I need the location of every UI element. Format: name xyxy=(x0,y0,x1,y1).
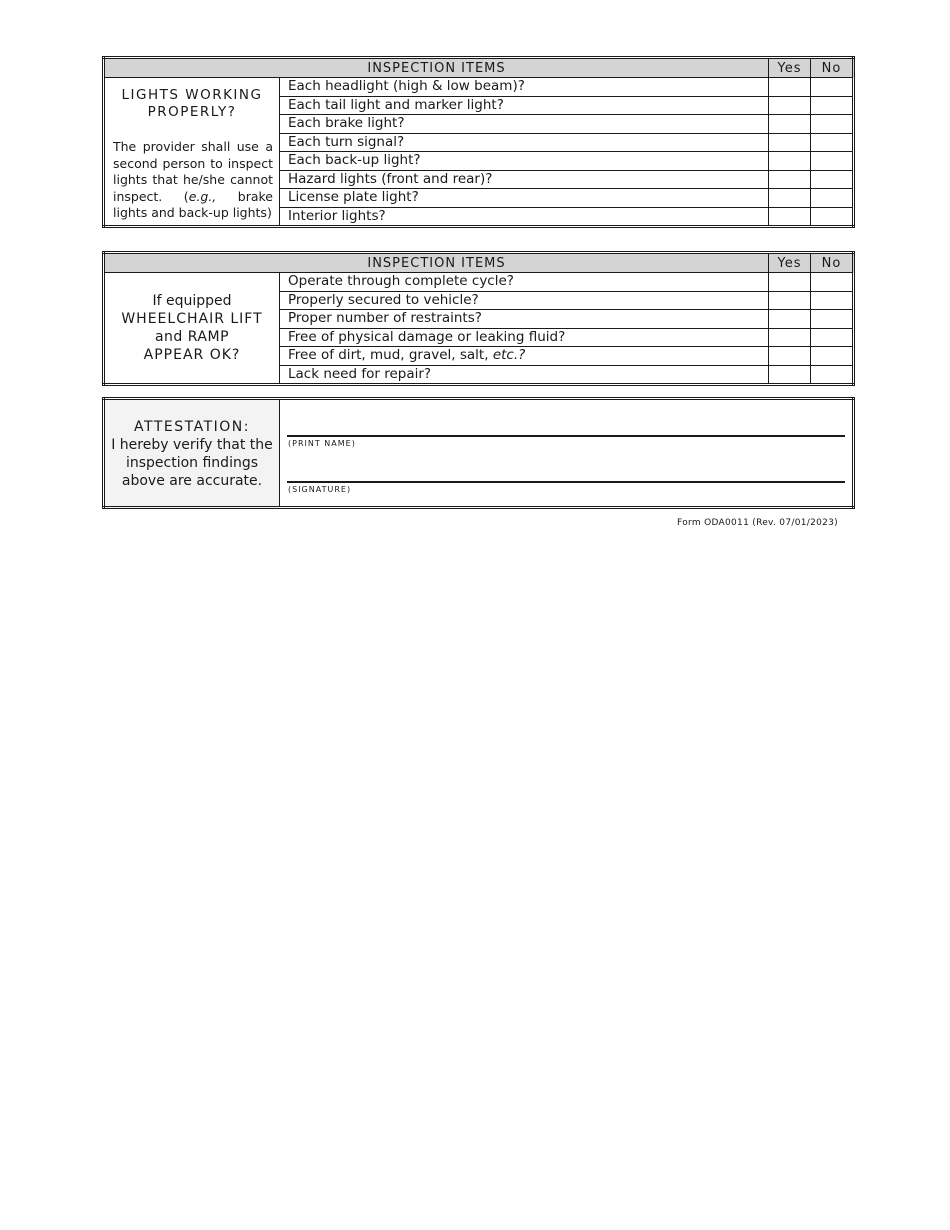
wheelchair-category-cell: If equipped WHEELCHAIR LIFT and RAMP APPEAR OK? xyxy=(104,273,280,385)
no-checkbox[interactable] xyxy=(811,291,854,310)
inspection-item: Proper number of restraints? xyxy=(280,310,769,329)
inspection-item: Properly secured to vehicle? xyxy=(280,291,769,310)
lights-inspection-table xyxy=(102,56,855,228)
yes-checkbox[interactable] xyxy=(769,133,811,152)
yes-checkbox[interactable] xyxy=(769,365,811,385)
wheelchair-inspection-table xyxy=(102,251,855,386)
no-header: No xyxy=(811,58,854,78)
form-id: Form ODA0011 (Rev. 07/01/2023) xyxy=(677,518,838,528)
no-header: No xyxy=(811,253,854,273)
no-checkbox[interactable] xyxy=(811,273,854,292)
print-name-field[interactable] xyxy=(287,435,845,437)
no-checkbox[interactable] xyxy=(811,115,854,134)
lights-title-line-1: LIGHTS WORKING xyxy=(121,87,263,103)
yes-checkbox[interactable] xyxy=(769,152,811,171)
no-checkbox[interactable] xyxy=(811,365,854,385)
attestation-statement: ATTESTATION: I hereby verify that the inspection findings above are accurate. xyxy=(104,399,280,508)
yes-checkbox[interactable] xyxy=(769,170,811,189)
inspection-item: Each headlight (high & low beam)? xyxy=(280,78,769,97)
yes-header: Yes xyxy=(769,58,811,78)
inspection-item: Lack need for repair? xyxy=(280,365,769,385)
lights-title-line-2: PROPERLY? xyxy=(147,104,237,120)
yes-checkbox[interactable] xyxy=(769,207,811,227)
inspection-item: License plate light? xyxy=(280,189,769,208)
no-checkbox[interactable] xyxy=(811,347,854,366)
no-checkbox[interactable] xyxy=(811,78,854,97)
no-checkbox[interactable] xyxy=(811,207,854,227)
signature-field[interactable] xyxy=(287,481,845,483)
attestation-table xyxy=(102,397,855,509)
no-checkbox[interactable] xyxy=(811,133,854,152)
yes-checkbox[interactable] xyxy=(769,78,811,97)
inspection-item: Each back-up light? xyxy=(280,152,769,171)
inspection-item: Each brake light? xyxy=(280,115,769,134)
no-checkbox[interactable] xyxy=(811,328,854,347)
inspection-item: Interior lights? xyxy=(280,207,769,227)
yes-checkbox[interactable] xyxy=(769,115,811,134)
inspection-items-header: INSPECTION ITEMS xyxy=(104,253,769,273)
yes-checkbox[interactable] xyxy=(769,347,811,366)
yes-checkbox[interactable] xyxy=(769,273,811,292)
signature-label: (SIGNATURE) xyxy=(288,485,352,494)
yes-checkbox[interactable] xyxy=(769,328,811,347)
yes-checkbox[interactable] xyxy=(769,189,811,208)
inspection-item: Free of physical damage or leaking fluid? xyxy=(280,328,769,347)
yes-header: Yes xyxy=(769,253,811,273)
lights-note: The provider shall use a second person to inspect lights that he/she cannot inspect. (e.g., brake lights and back-up lights) xyxy=(113,139,273,220)
attestation-title: ATTESTATION: xyxy=(134,419,250,435)
print-name-label: (PRINT NAME) xyxy=(288,439,356,448)
yes-checkbox[interactable] xyxy=(769,310,811,329)
no-checkbox[interactable] xyxy=(811,96,854,115)
no-checkbox[interactable] xyxy=(811,310,854,329)
inspection-item: Each tail light and marker light? xyxy=(280,96,769,115)
no-checkbox[interactable] xyxy=(811,170,854,189)
no-checkbox[interactable] xyxy=(811,152,854,171)
inspection-items-header: INSPECTION ITEMS xyxy=(104,58,769,78)
lights-category-cell xyxy=(104,78,280,227)
no-checkbox[interactable] xyxy=(811,189,854,208)
inspection-item: Hazard lights (front and rear)? xyxy=(280,170,769,189)
inspection-item: Operate through complete cycle? xyxy=(280,273,769,292)
yes-checkbox[interactable] xyxy=(769,291,811,310)
attestation-signature-area xyxy=(280,399,854,508)
inspection-item: Each turn signal? xyxy=(280,133,769,152)
yes-checkbox[interactable] xyxy=(769,96,811,115)
inspection-item: Free of dirt, mud, gravel, salt, etc.? xyxy=(280,347,769,366)
